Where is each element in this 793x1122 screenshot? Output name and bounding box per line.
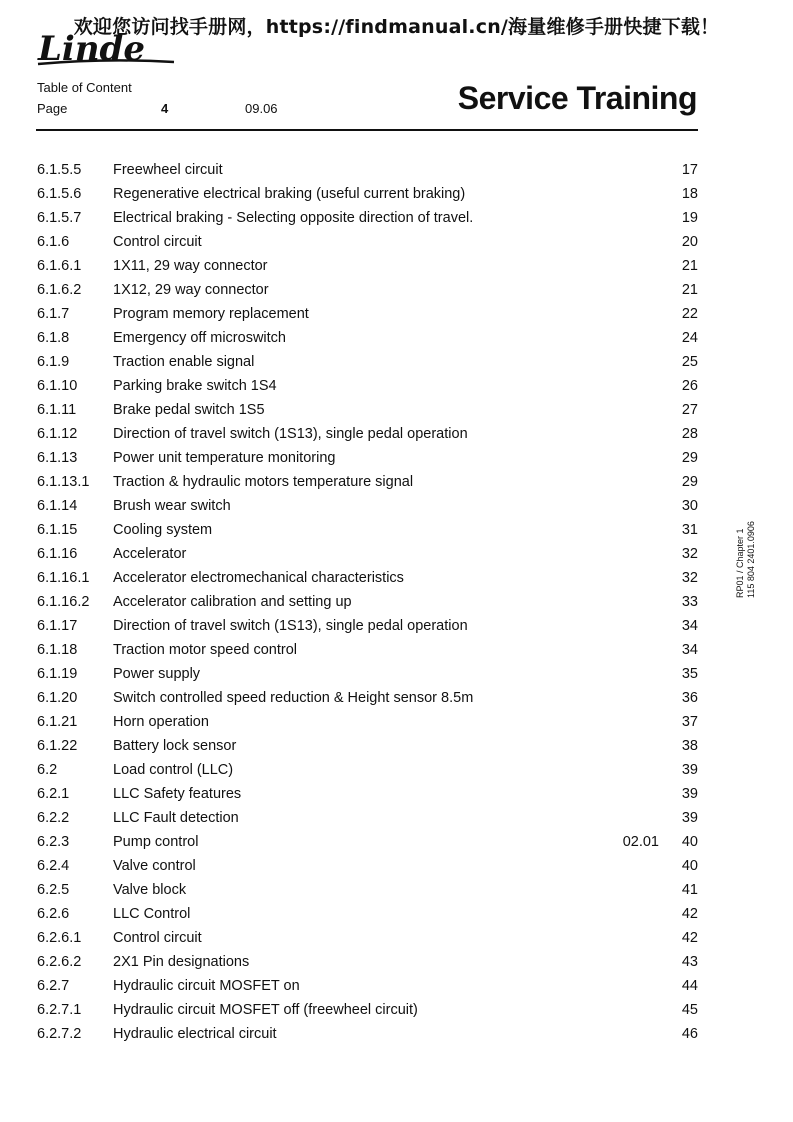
- toc-entry-title: Hydraulic electrical circuit: [113, 1026, 277, 1042]
- toc-entry-title: Cooling system: [113, 522, 213, 538]
- toc-entry-page: 38: [681, 738, 698, 754]
- side-reference-line2: 115 804 2401.0906: [746, 521, 756, 598]
- toc-entry-number: 6.1.5.5: [37, 162, 82, 178]
- toc-entry-title: Program memory replacement: [113, 306, 309, 322]
- toc-entry-number: 6.1.13.1: [37, 474, 90, 490]
- toc-entry-title: LLC Control: [113, 906, 191, 922]
- toc-entry-title: Emergency off microswitch: [113, 330, 286, 346]
- toc-entry-number: 6.1.6: [37, 234, 70, 250]
- toc-entry-page: 29: [681, 474, 698, 490]
- toc-entry-title: 1X12, 29 way connector: [113, 282, 269, 298]
- toc-entry-title: LLC Fault detection: [113, 810, 239, 826]
- toc-entry-title: Electrical braking - Selecting opposite direction of travel.: [113, 210, 474, 226]
- toc-entry-page: 34: [681, 618, 698, 634]
- toc-entry-number: 6.2: [37, 762, 58, 778]
- toc-entry[interactable]: [37, 518, 698, 542]
- toc-entry[interactable]: [37, 830, 698, 854]
- toc-entry-number: 6.1.5.7: [37, 210, 82, 226]
- toc-entry-page: 19: [681, 210, 698, 226]
- toc-entry[interactable]: [37, 566, 698, 590]
- toc-entry-page: 32: [681, 570, 698, 586]
- toc-entry-title: 2X1 Pin designations: [113, 954, 250, 970]
- toc-entry-number: 6.2.6: [37, 906, 70, 922]
- toc-entry-page: 46: [681, 1026, 698, 1042]
- toc-entry-title: Hydraulic circuit MOSFET off (freewheel circuit): [113, 1002, 418, 1018]
- toc-entry-number: 6.1.18: [37, 642, 78, 658]
- toc-entry-title: Valve control: [113, 858, 196, 874]
- section-label: Table of Content: [37, 80, 132, 95]
- toc-entry-page: 40: [681, 834, 698, 850]
- toc-entry-title: Regenerative electrical braking (useful current braking): [113, 186, 466, 202]
- toc-entry[interactable]: [37, 926, 698, 950]
- toc-entry-page: 28: [681, 426, 698, 442]
- toc-entry[interactable]: [37, 374, 698, 398]
- toc-entry-page: 34: [681, 642, 698, 658]
- toc-entry[interactable]: [37, 590, 698, 614]
- toc-entry-page: 45: [681, 1002, 698, 1018]
- toc-entry-version: 02.01: [622, 834, 659, 850]
- page-number: 4: [161, 101, 169, 116]
- toc-entry[interactable]: [37, 542, 698, 566]
- toc-entry[interactable]: [37, 806, 698, 830]
- toc-entry-page: 43: [681, 954, 698, 970]
- toc-entry-page: 18: [681, 186, 698, 202]
- toc-entry-number: 6.1.6.2: [37, 282, 82, 298]
- toc-entry-title: Control circuit: [113, 234, 202, 250]
- toc-entry[interactable]: [37, 446, 698, 470]
- toc-entry[interactable]: [37, 950, 698, 974]
- toc-entry-number: 6.1.13: [37, 450, 78, 466]
- toc-entry-page: 42: [681, 906, 698, 922]
- header-divider: [36, 129, 698, 131]
- toc-entry[interactable]: [37, 686, 698, 710]
- toc-entry-number: 6.2.5: [37, 882, 70, 898]
- toc-entry-title: Battery lock sensor: [113, 738, 237, 754]
- toc-entry-page: 21: [681, 258, 698, 274]
- toc-entry-number: 6.1.10: [37, 378, 78, 394]
- toc-entry[interactable]: [37, 350, 698, 374]
- toc-entry-page: 27: [681, 402, 698, 418]
- toc-entry[interactable]: [37, 878, 698, 902]
- toc-entry-title: Traction & hydraulic motors temperature signal: [113, 474, 414, 490]
- toc-entry-title: Power unit temperature monitoring: [113, 450, 336, 466]
- toc-entry[interactable]: [37, 854, 698, 878]
- toc-entry[interactable]: [37, 758, 698, 782]
- toc-entry[interactable]: [37, 326, 698, 350]
- download-banner: 欢迎您访问找手册网，https://findmanual.cn/海量维修手册快捷下载！: [73, 16, 720, 38]
- toc-entry[interactable]: [37, 1022, 698, 1046]
- toc-entry-number: 6.1.15: [37, 522, 78, 538]
- toc-entry-page: 29: [681, 450, 698, 466]
- toc-entry-page: 39: [681, 810, 698, 826]
- toc-entry-number: 6.1.14: [37, 498, 78, 514]
- toc-entry-title: Accelerator electromechanical characteristics: [113, 570, 404, 586]
- toc-entry[interactable]: [37, 638, 698, 662]
- toc-entry[interactable]: [37, 470, 698, 494]
- side-reference: [735, 521, 757, 598]
- toc-entry-number: 6.1.11: [37, 402, 77, 418]
- toc-entry-page: 31: [681, 522, 698, 538]
- toc-entry-page: 40: [681, 858, 698, 874]
- toc-entry-number: 6.1.19: [37, 666, 78, 682]
- toc-entry-title: Load control (LLC): [113, 762, 234, 778]
- toc-entry-page: 37: [681, 714, 698, 730]
- toc-entry-number: 6.1.16.2: [37, 594, 90, 610]
- toc-entry[interactable]: [37, 254, 698, 278]
- toc-entry-title: Horn operation: [113, 714, 209, 730]
- toc-entry[interactable]: [37, 278, 698, 302]
- linde-logo-text: Linde: [38, 29, 145, 68]
- side-reference-line1: RP01 / Chapter 1: [735, 528, 745, 598]
- toc-entry[interactable]: [37, 734, 698, 758]
- toc-entry[interactable]: [37, 302, 698, 326]
- toc-entry-title: Control circuit: [113, 930, 202, 946]
- toc-entry-number: 6.1.22: [37, 738, 78, 754]
- toc-entry[interactable]: [37, 158, 698, 182]
- toc-entry-number: 6.2.6.2: [37, 954, 82, 970]
- toc-entry-page: 39: [681, 786, 698, 802]
- toc-entry-page: 32: [681, 546, 698, 562]
- toc-entry[interactable]: [37, 182, 698, 206]
- toc-entry-number: 6.1.16: [37, 546, 78, 562]
- toc-entry-title: Hydraulic circuit MOSFET on: [113, 978, 300, 994]
- toc-entry-title: Switch controlled speed reduction & Height sensor 8.5m: [113, 690, 474, 706]
- toc-entry-number: 6.1.6.1: [37, 258, 82, 274]
- toc-entry[interactable]: [37, 494, 698, 518]
- toc-entry-number: 6.2.4: [37, 858, 70, 874]
- toc-entry-page: 35: [681, 666, 698, 682]
- toc-entry[interactable]: [37, 614, 698, 638]
- toc-entry-page: 26: [681, 378, 698, 394]
- toc-entry-title: Pump control: [113, 834, 199, 850]
- toc-entry-page: 33: [681, 594, 698, 610]
- toc-entry-title: Brush wear switch: [113, 498, 231, 514]
- toc-entry[interactable]: [37, 902, 698, 926]
- toc-entry-title: Direction of travel switch (1S13), single pedal operation: [113, 426, 468, 442]
- toc-entry-number: 6.2.3: [37, 834, 70, 850]
- toc-entry-title: Accelerator calibration and setting up: [113, 594, 352, 610]
- toc-entry[interactable]: [37, 206, 698, 230]
- toc-entry-title: Freewheel circuit: [113, 162, 223, 178]
- toc-entry-page: 44: [681, 978, 698, 994]
- toc-entry-number: 6.1.20: [37, 690, 78, 706]
- header-date: 09.06: [245, 101, 278, 116]
- toc-entry-number: 6.2.1: [37, 786, 70, 802]
- toc-entry-page: 42: [681, 930, 698, 946]
- toc-entry-number: 6.1.5.6: [37, 186, 82, 202]
- toc-entry-page: 36: [681, 690, 698, 706]
- toc-entry-page: 21: [681, 282, 698, 298]
- document-title: Service Training: [457, 80, 697, 116]
- toc-entry-number: 6.1.9: [37, 354, 70, 370]
- toc-entry-title: Valve block: [113, 882, 187, 898]
- toc-entry-page: 39: [681, 762, 698, 778]
- toc-entry-title: Brake pedal switch 1S5: [113, 402, 265, 418]
- table-of-contents: [37, 158, 698, 1046]
- toc-entry-title: Power supply: [113, 666, 201, 682]
- toc-entry-page: 30: [681, 498, 698, 514]
- toc-entry-number: 6.1.7: [37, 306, 70, 322]
- toc-entry-title: Parking brake switch 1S4: [113, 378, 277, 394]
- toc-entry[interactable]: [37, 398, 698, 422]
- toc-entry-number: 6.1.21: [37, 714, 78, 730]
- toc-entry-page: 24: [681, 330, 698, 346]
- toc-entry[interactable]: [37, 422, 698, 446]
- toc-entry[interactable]: [37, 710, 698, 734]
- toc-entry[interactable]: [37, 662, 698, 686]
- toc-entry-number: 6.1.8: [37, 330, 70, 346]
- toc-entry-title: LLC Safety features: [113, 786, 242, 802]
- toc-entry-number: 6.2.2: [37, 810, 70, 826]
- toc-entry[interactable]: [37, 230, 698, 254]
- toc-entry-number: 6.2.6.1: [37, 930, 82, 946]
- toc-entry[interactable]: [37, 782, 698, 806]
- page-label: Page: [37, 101, 68, 116]
- toc-entry[interactable]: [37, 998, 698, 1022]
- toc-entry-title: 1X11, 29 way connector: [113, 258, 268, 274]
- toc-entry-page: 22: [681, 306, 698, 322]
- toc-entry-number: 6.1.16.1: [37, 570, 90, 586]
- toc-entry-title: Accelerator: [113, 546, 187, 562]
- toc-entry-title: Traction motor speed control: [113, 642, 298, 658]
- toc-entry-title: Traction enable signal: [113, 354, 255, 370]
- toc-entry-number: 6.2.7.1: [37, 1002, 82, 1018]
- toc-entry-title: Direction of travel switch (1S13), single pedal operation: [113, 618, 468, 634]
- toc-entry-number: 6.2.7: [37, 978, 70, 994]
- toc-entry-page: 17: [681, 162, 698, 178]
- toc-entry-number: 6.1.17: [37, 618, 78, 634]
- toc-entry-page: 25: [681, 354, 698, 370]
- toc-entry-page: 41: [681, 882, 698, 898]
- toc-entry[interactable]: [37, 974, 698, 998]
- toc-entry-page: 20: [681, 234, 698, 250]
- toc-entry-number: 6.1.12: [37, 426, 78, 442]
- toc-entry-number: 6.2.7.2: [37, 1026, 82, 1042]
